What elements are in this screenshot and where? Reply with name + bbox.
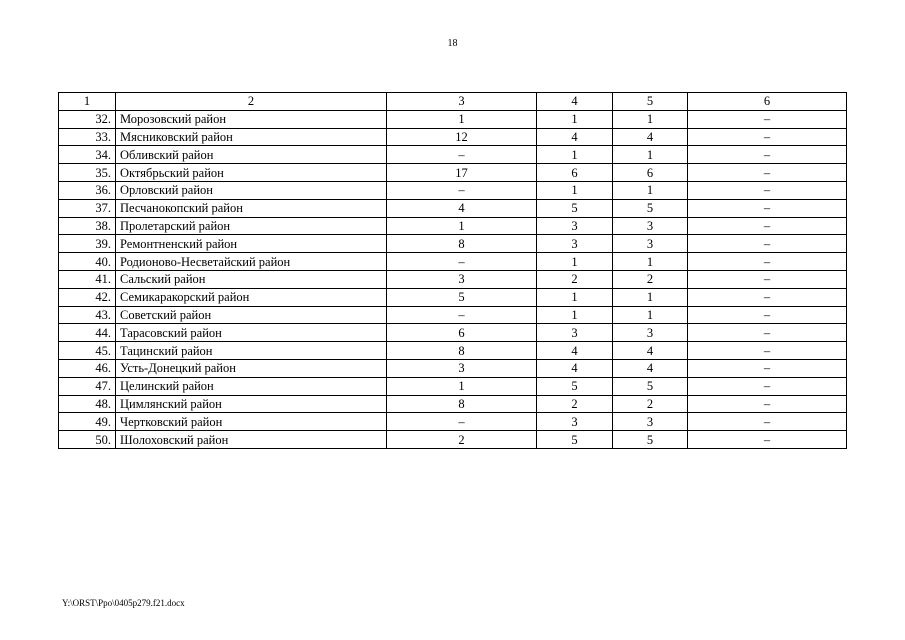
col5-value-cell: 1 <box>613 288 688 306</box>
col5-value-cell: 3 <box>613 324 688 342</box>
col5-value-cell: 1 <box>613 181 688 199</box>
col3-value-cell: 2 <box>387 431 537 449</box>
col4-value-cell: 4 <box>537 128 613 146</box>
table-row <box>59 235 847 253</box>
col5-value-cell: 1 <box>613 306 688 324</box>
row-number-cell: 48. <box>59 395 116 413</box>
col6-value-cell: – <box>688 395 847 413</box>
table-body <box>59 110 847 448</box>
col3-value-cell: – <box>387 253 537 271</box>
col3-value-cell: 6 <box>387 324 537 342</box>
district-table <box>58 92 847 449</box>
col3-value-cell: – <box>387 413 537 431</box>
col6-value-cell: – <box>688 306 847 324</box>
table-header-row <box>59 93 847 111</box>
col5-value-cell: 4 <box>613 342 688 360</box>
col6-value-cell: – <box>688 128 847 146</box>
col3-value-cell: 8 <box>387 342 537 360</box>
district-name-cell: Советский район <box>116 306 387 324</box>
col3-value-cell: 12 <box>387 128 537 146</box>
col4-value-cell: 1 <box>537 288 613 306</box>
col5-value-cell: 5 <box>613 377 688 395</box>
col5-value-cell: 1 <box>613 146 688 164</box>
col3-value-cell: 1 <box>387 377 537 395</box>
col3-value-cell: 1 <box>387 110 537 128</box>
col4-value-cell: 1 <box>537 253 613 271</box>
row-number-cell: 50. <box>59 431 116 449</box>
col4-value-cell: 1 <box>537 181 613 199</box>
table-row <box>59 359 847 377</box>
table-row <box>59 413 847 431</box>
col6-value-cell: – <box>688 235 847 253</box>
table-row <box>59 288 847 306</box>
table-row <box>59 110 847 128</box>
col5-value-cell: 5 <box>613 431 688 449</box>
district-name-cell: Обливский район <box>116 146 387 164</box>
table-row <box>59 377 847 395</box>
col6-value-cell: – <box>688 359 847 377</box>
col3-value-cell: 8 <box>387 235 537 253</box>
col6-value-cell: – <box>688 181 847 199</box>
row-number-cell: 46. <box>59 359 116 377</box>
col6-value-cell: – <box>688 110 847 128</box>
row-number-cell: 32. <box>59 110 116 128</box>
col5-value-cell: 2 <box>613 270 688 288</box>
col3-value-cell: 3 <box>387 359 537 377</box>
col4-value-cell: 3 <box>537 235 613 253</box>
district-name-cell: Семикаракорский район <box>116 288 387 306</box>
row-number-cell: 40. <box>59 253 116 271</box>
row-number-cell: 33. <box>59 128 116 146</box>
district-name-cell: Цимлянский район <box>116 395 387 413</box>
table-row <box>59 431 847 449</box>
col3-value-cell: – <box>387 146 537 164</box>
district-name-cell: Мясниковский район <box>116 128 387 146</box>
col6-value-cell: – <box>688 146 847 164</box>
table-row <box>59 164 847 182</box>
footer-file-path: Y:\ORST\Ppo\0405p279.f21.docx <box>62 598 185 608</box>
district-name-cell: Усть-Донецкий район <box>116 359 387 377</box>
col6-value-cell: – <box>688 199 847 217</box>
col3-value-cell: 1 <box>387 217 537 235</box>
col4-value-cell: 4 <box>537 359 613 377</box>
col4-value-cell: 3 <box>537 324 613 342</box>
header-cell: 1 <box>59 93 116 111</box>
col3-value-cell: 4 <box>387 199 537 217</box>
col5-value-cell: 4 <box>613 128 688 146</box>
col5-value-cell: 5 <box>613 199 688 217</box>
col6-value-cell: – <box>688 164 847 182</box>
col3-value-cell: – <box>387 181 537 199</box>
district-name-cell: Шолоховский район <box>116 431 387 449</box>
table-row <box>59 146 847 164</box>
col5-value-cell: 3 <box>613 235 688 253</box>
col4-value-cell: 6 <box>537 164 613 182</box>
district-name-cell: Пролетарский район <box>116 217 387 235</box>
col6-value-cell: – <box>688 342 847 360</box>
row-number-cell: 35. <box>59 164 116 182</box>
col4-value-cell: 5 <box>537 431 613 449</box>
header-cell: 5 <box>613 93 688 111</box>
row-number-cell: 42. <box>59 288 116 306</box>
table-row <box>59 128 847 146</box>
row-number-cell: 39. <box>59 235 116 253</box>
col4-value-cell: 2 <box>537 270 613 288</box>
col6-value-cell: – <box>688 270 847 288</box>
col3-value-cell: 5 <box>387 288 537 306</box>
table-row <box>59 253 847 271</box>
row-number-cell: 43. <box>59 306 116 324</box>
col4-value-cell: 4 <box>537 342 613 360</box>
page-number: 18 <box>447 38 458 49</box>
row-number-cell: 36. <box>59 181 116 199</box>
col5-value-cell: 3 <box>613 413 688 431</box>
district-name-cell: Тацинский район <box>116 342 387 360</box>
col3-value-cell: – <box>387 306 537 324</box>
row-number-cell: 44. <box>59 324 116 342</box>
header-cell: 3 <box>387 93 537 111</box>
district-name-cell: Родионово-Несветайский район <box>116 253 387 271</box>
table-row <box>59 324 847 342</box>
col6-value-cell: – <box>688 253 847 271</box>
district-name-cell: Октябрьский район <box>116 164 387 182</box>
col3-value-cell: 3 <box>387 270 537 288</box>
district-name-cell: Орловский район <box>116 181 387 199</box>
header-cell: 2 <box>116 93 387 111</box>
col4-value-cell: 3 <box>537 413 613 431</box>
table-row <box>59 181 847 199</box>
table-row <box>59 217 847 235</box>
col6-value-cell: – <box>688 431 847 449</box>
table-row <box>59 270 847 288</box>
col5-value-cell: 6 <box>613 164 688 182</box>
header-cell: 6 <box>688 93 847 111</box>
col4-value-cell: 5 <box>537 377 613 395</box>
col5-value-cell: 1 <box>613 110 688 128</box>
col5-value-cell: 3 <box>613 217 688 235</box>
col6-value-cell: – <box>688 324 847 342</box>
row-number-cell: 41. <box>59 270 116 288</box>
row-number-cell: 45. <box>59 342 116 360</box>
district-name-cell: Песчанокопский район <box>116 199 387 217</box>
header-cell: 4 <box>537 93 613 111</box>
col6-value-cell: – <box>688 377 847 395</box>
table-row <box>59 306 847 324</box>
col6-value-cell: – <box>688 413 847 431</box>
district-name-cell: Целинский район <box>116 377 387 395</box>
row-number-cell: 49. <box>59 413 116 431</box>
district-name-cell: Морозовский район <box>116 110 387 128</box>
col4-value-cell: 1 <box>537 146 613 164</box>
table-row <box>59 199 847 217</box>
district-name-cell: Чертковский район <box>116 413 387 431</box>
col4-value-cell: 2 <box>537 395 613 413</box>
table-row <box>59 395 847 413</box>
row-number-cell: 37. <box>59 199 116 217</box>
col4-value-cell: 1 <box>537 110 613 128</box>
col4-value-cell: 3 <box>537 217 613 235</box>
col3-value-cell: 17 <box>387 164 537 182</box>
row-number-cell: 38. <box>59 217 116 235</box>
col3-value-cell: 8 <box>387 395 537 413</box>
district-name-cell: Ремонтненский район <box>116 235 387 253</box>
table-row <box>59 342 847 360</box>
col6-value-cell: – <box>688 288 847 306</box>
col4-value-cell: 5 <box>537 199 613 217</box>
col6-value-cell: – <box>688 217 847 235</box>
district-name-cell: Сальский район <box>116 270 387 288</box>
row-number-cell: 34. <box>59 146 116 164</box>
col5-value-cell: 4 <box>613 359 688 377</box>
col5-value-cell: 2 <box>613 395 688 413</box>
col5-value-cell: 1 <box>613 253 688 271</box>
district-name-cell: Тарасовский район <box>116 324 387 342</box>
row-number-cell: 47. <box>59 377 116 395</box>
col4-value-cell: 1 <box>537 306 613 324</box>
